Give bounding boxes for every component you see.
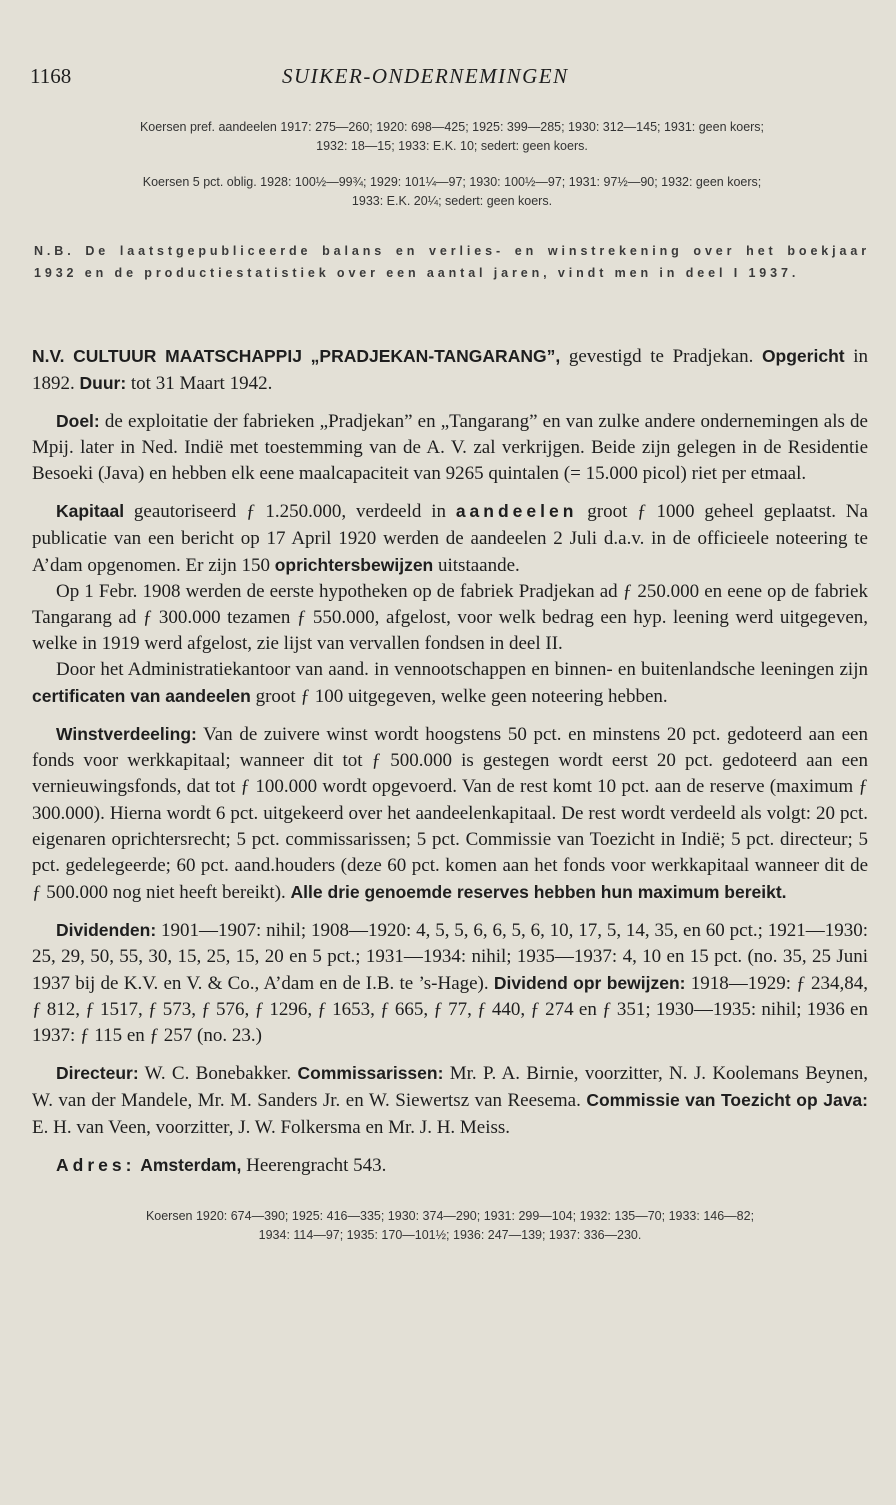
company-entry (32, 343, 868, 1245)
adres-city: Amsterdam, (140, 1154, 242, 1175)
doel-paragraph (32, 408, 868, 487)
opgericht-text: in 1892. (32, 346, 868, 395)
commissie-toezicht-text: E. H. van Veen, voorzitter, J. W. Folkersma en Mr. J. H. Meiss. (32, 1116, 511, 1138)
dividend-opr-label: Dividend opr bewijzen: (493, 973, 686, 994)
nb-note: N.B. De laatstgepubliceerde balans en verlies- en winstrekening over het boekjaar 1932 en de productiestatistiek over een aantal jaren, vindt men in deel I 1937. (34, 244, 870, 280)
adres-text: Heerengracht 543. (241, 1154, 387, 1176)
commissarissen-label: Commissarissen: (297, 1063, 444, 1084)
koersen-oblig-line-1: Koersen 5 pct. oblig. 1928: 100½—99¾; 1929: 101¼—97; 1930: 100½—97; 1931: 97½—90; 1932: geen koers; (142, 175, 762, 189)
certificaten-text-1: Door het Administratiekantoor van aand. in vennootschappen en binnen- en buitenlandsche leeningen zijn (56, 659, 868, 681)
directeur-text: W. C. Bonebakker. (138, 1063, 298, 1085)
dividenden-label: Dividenden: (56, 919, 157, 940)
winstverdeeling-bold: Alle drie genoemde reserves hebben hun maximum bereikt. (290, 881, 787, 902)
koersen-obligaties (34, 173, 870, 211)
directeur-label: Directeur: (56, 1063, 139, 1084)
duur-label: Duur: (79, 373, 127, 394)
koersen-bottom-line-1: Koersen 1920: 674—390; 1925: 416—335; 1930: 374—290; 1931: 299—104; 1932: 135—70; 1933: 146—82; (145, 1208, 755, 1223)
koersen-pref-line-2: 1932: 18—15; 1933: E.K. 10; sedert: geen koers. (316, 139, 588, 153)
oprichtersbewijzen-text: uitstaande. (433, 554, 520, 576)
opgericht-label: Opgericht (761, 346, 845, 366)
dividend-opr-text: 1918—1929: ƒ 234,84, ƒ 812, ƒ 1517, ƒ 573, ƒ 576, ƒ 1296, ƒ 1653, ƒ 665, ƒ 77, ƒ 440, ƒ 274 en ƒ 351; 1930—1935: nihil; 1936 en 1937: ƒ 115 en ƒ 257 (no. 23.) (32, 973, 868, 1047)
certificaten-label: certificaten van aandeelen (32, 686, 251, 707)
kapitaal-label: Kapitaal (56, 501, 125, 522)
company-gevestigd: gevestigd te Pradjekan. (560, 346, 762, 367)
kapitaal-text-2: groot ƒ 1000 geheel geplaatst. Na publicatie van een bericht op 17 April 1920 werden de aandeelen 2 Juli d.a.v. in de officieele noteering te A’dam opgenomen. Er zijn 150 (32, 501, 868, 576)
duur-text: tot 31 Maart 1942. (126, 373, 273, 395)
kapitaal-text-1: geautoriseerd ƒ 1.250.000, verdeeld in (124, 501, 456, 523)
winstverdeeling-paragraph (32, 721, 868, 906)
winstverdeeling-label: Winstverdeeling: (56, 724, 197, 745)
winstverdeeling-text: Van de zuivere winst wordt hoogstens 50 pct. en minstens 20 pct. gedoteerd aan een fonds voor werkkapitaal; wanneer dit tot ƒ 500.000 is gestegen wordt eerst 20 pct. gedoteerd aan een vernieuwingsfonds, dat tot ƒ 100.000 wordt opgevoerd. Van de rest komt 10 pct. aan de reserve (maximum ƒ 300.000). Hierna wordt 6 pct. uitgekeerd over het aandeelenkapitaal. De rest wordt verdeeld als volgt: 20 pct. eigenaren oprichtersrecht; 5 pct. commissarissen; 5 pct. Commissie van Toezicht in Indië; 5 pct. directeur; 5 pct. gedelegeerde; 60 pct. aand.houders (deze 60 pct. komen aan het fonds voor werkkapitaal wanneer dit de ƒ 500.000 nog niet heeft bereikt). (32, 724, 868, 903)
certificaten-paragraph (32, 657, 868, 710)
koersen-pref-line-1: Koersen pref. aandeelen 1917: 275—260; 1920: 698—425; 1925: 399—285; 1930: 312—145; 1931: geen koers; (139, 120, 765, 134)
koersen-bottom-line-2: 1934: 114—97; 1935: 170—101½; 1936: 247—139; 1937: 336—230. (258, 1227, 642, 1242)
certificaten-text-2: groot ƒ 100 uitgegeven, welke geen noteering hebben. (250, 686, 668, 708)
adres-paragraph (32, 1152, 868, 1179)
company-heading-paragraph (32, 343, 868, 397)
page-number: 1168 (30, 64, 72, 88)
dividenden-text: 1901—1907: nihil; 1908—1920: 4, 5, 5, 6, 6, 5, 6, 10, 17, 5, 14, 35, en 60 pct.; 1921—1930: 25, 29, 50, 55, 30, 15, 25, 15, 20 en 5 pct.; 1931—1934: nihil; 1935—1937: 4, 10 en 15 pct. (no. 35, 25 Juni 1937 bij de K.V. en V. & Co., A’dam en de I.B. te ’s-Hage). (32, 919, 868, 995)
bestuur-paragraph (32, 1060, 868, 1140)
kapitaal-paragraph (32, 498, 868, 578)
commissie-toezicht-label: Commissie van Toezicht op Java: (586, 1090, 868, 1111)
commissarissen-text: Mr. P. A. Birnie, voorzitter, N. J. Koolemans Beynen, W. van der Mandele, Mr. M. Sanders Jr. en W. Siewertsz van Reesema. (32, 1063, 868, 1112)
doel-text: de exploitatie der fabrieken „Pradjekan” en „Tangarang” en van zulke andere ondernemingen als de Mpij. later in Ned. Indië met toestemming van de A. V. zal verkrijgen. Beide zijn gelegen in de Residentie Besoeki (Java) en hebben elk eene maalcapaciteit van 9265 quintalen (= 15.000 picol) riet per etmaal. (32, 411, 868, 485)
hypotheek-paragraph: Op 1 Febr. 1908 werden de eerste hypotheken op de fabriek Pradjekan ad ƒ 250.000 en eene op de fabriek Tangarang ad ƒ 300.000 tezamen ƒ 550.000, afgelost, voor welk bedrag een hyp. leening werd uitgegeven, welke in 1919 werd afgelost, zie lijst van vervallen fondsen in deel II. (32, 580, 868, 654)
koersen-aandeelen (32, 1207, 868, 1245)
dividenden-paragraph (32, 917, 868, 1049)
koersen-pref-aandeelen (34, 118, 870, 156)
oprichtersbewijzen-label: oprichtersbewijzen (274, 554, 434, 575)
kapitaal-aandeelen-spaced: aandeelen (455, 501, 578, 522)
koersen-oblig-line-2: 1933: E.K. 20¼; sedert: geen koers. (351, 194, 553, 208)
company-name: N.V. CULTUUR MAATSCHAPPIJ „PRADJEKAN-TANGARANG”, (32, 346, 561, 366)
adres-label: Adres: (56, 1154, 136, 1175)
running-head: SUIKER-ONDERNEMINGEN (282, 64, 569, 88)
doel-label: Doel: (56, 411, 100, 432)
